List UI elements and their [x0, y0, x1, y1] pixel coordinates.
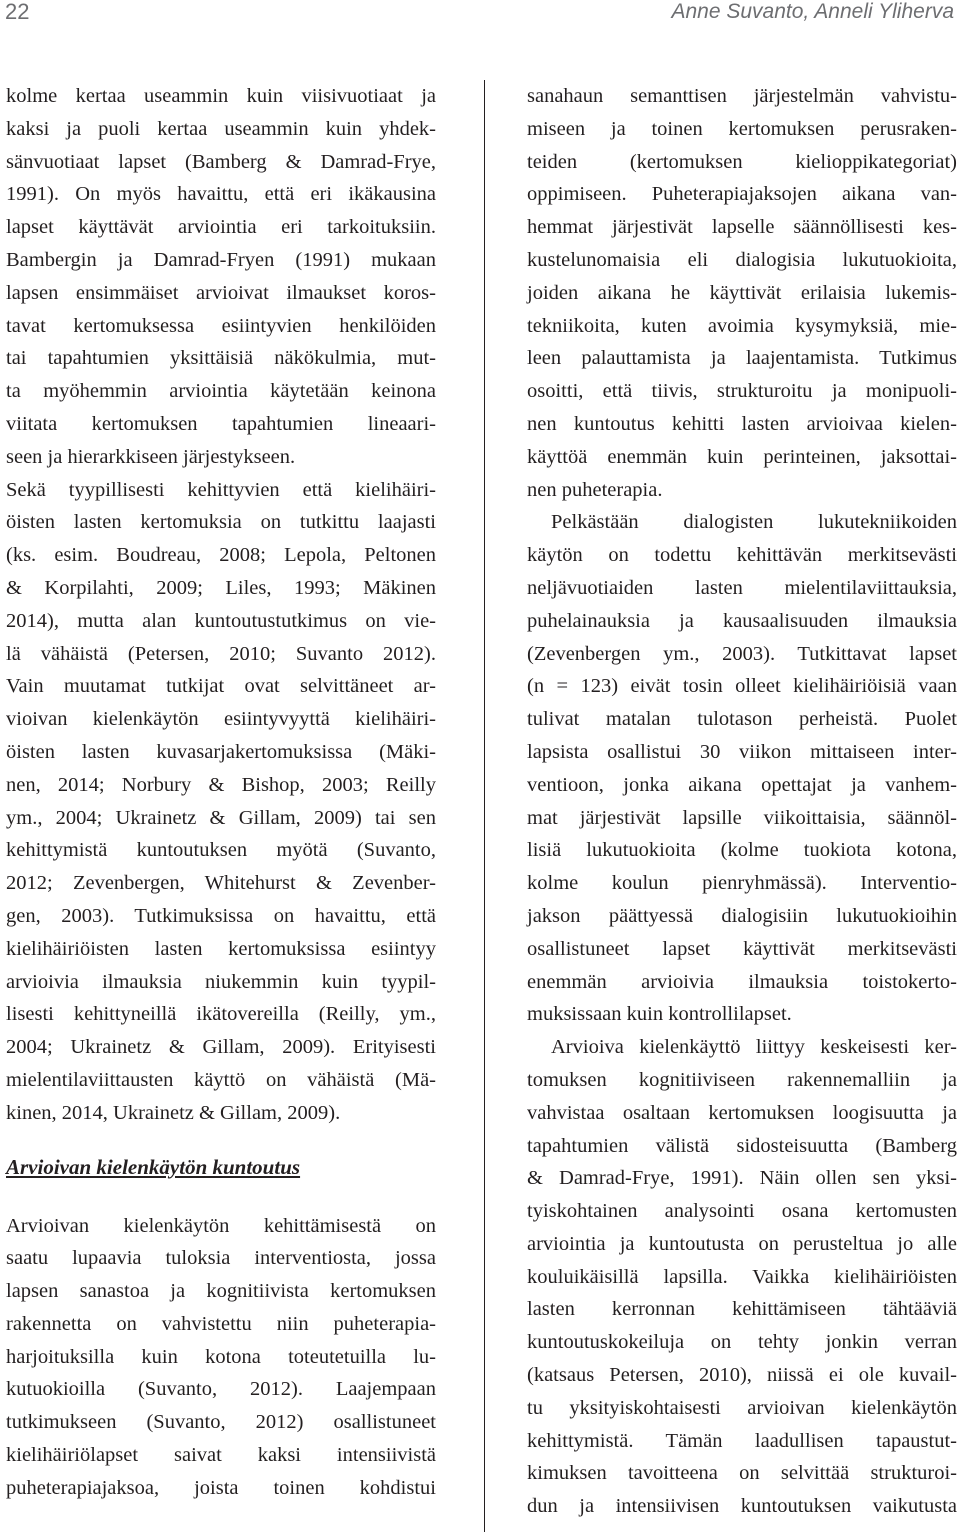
text-line: kouluikäisillä lapsilla. Vaikka kielihäiriöisten	[527, 1265, 957, 1288]
text-line: osoitti, että tiivis, strukturoitu ja monipuoli-	[527, 380, 957, 403]
text-line: tavat kertomuksessa esiintyvien henkilöiden	[6, 314, 436, 337]
text-line: oppimiseen. Puheterapiajaksojen aikana van-	[527, 183, 957, 206]
text-line: 2004; Ukrainetz & Gillam, 2009). Erityisesti	[6, 1036, 436, 1059]
text-line: ventioon, jonka aikana opettajat ja vanhem-	[527, 773, 957, 796]
text-line: Sekä tyypillisesti kehittyvien että kielihäiri-	[6, 478, 436, 501]
text-line: mielentilaviittausten käyttö on vähäistä (Mä-	[6, 1068, 436, 1091]
text-line: Bambergin ja Damrad-Fryen (1991) mukaan	[6, 248, 436, 271]
text-line: nen, 2014; Norbury & Bishop, 2003; Reilly	[6, 773, 436, 796]
text-line: viitata kertomuksen tapahtumien lineaari-	[6, 412, 436, 435]
text-line: saatu lupaavia tuloksia interventiosta, jossa	[6, 1247, 436, 1270]
text-line: kinen, 2014, Ukrainetz & Gillam, 2009).	[6, 1101, 341, 1124]
text-line: käytön on todettu kehittävän merkitsevästi	[527, 544, 957, 567]
right-column	[527, 80, 957, 1523]
text-line: mat järjestivät lapsille viikoittaisia, säännöl-	[527, 806, 957, 829]
text-line: kustelunomaisia eli dialogisia lukutuokioita,	[527, 248, 957, 271]
text-line: dun ja intensiivisen kuntoutuksen vaikutusta	[527, 1495, 957, 1518]
text-line: vioivan kielenkäytön esiintyvyyttä kielihäiri-	[6, 708, 436, 731]
text-line: lapsen sanastoa ja kognitiivista kertomuksen	[6, 1280, 436, 1303]
text-line: kutuokioilla (Suvanto, 2012). Laajempaan	[6, 1378, 436, 1401]
text-line: tulivat matalan tulotason perheistä. Puolet	[527, 708, 957, 731]
text-line: kolme koulun pienryhmässä). Interventio-	[527, 872, 957, 895]
text-line: seen ja hierarkkiseen järjestykseen.	[6, 445, 296, 468]
text-line: (Zevenbergen ym., 2003). Tutkittavat lapset	[527, 642, 957, 665]
text-line: tekniikoita, kuten avoimia kysymyksiä, mie-	[527, 314, 957, 337]
text-line: lisiä lukutuokioita (kolme tuokiota kotona,	[527, 839, 957, 862]
text-line: & Korpilahti, 2009; Liles, 1993; Mäkinen	[6, 576, 436, 599]
text-line: lapsista osallistui 30 viikon mittaiseen inter-	[527, 740, 957, 763]
text-line: miseen ja toinen kertomuksen perusraken-	[527, 117, 957, 140]
text-line: enemmän arvioivia ilmauksia toistokerto-	[527, 970, 957, 993]
text-line: jakson päättyessä dialogisiin lukutuokioihin	[527, 904, 957, 927]
text-line: tomuksen kognitiiviseen rakennemalliin ja	[527, 1068, 957, 1091]
text-line: rakennetta on vahvistettu niin puheterapia-	[6, 1312, 436, 1335]
text-line: Arvioivan kielenkäytön kehittämisestä on	[6, 1214, 436, 1237]
text-line: ym., 2004; Ukrainetz & Gillam, 2009) tai sen	[6, 806, 436, 829]
text-line: hemmat järjestivät lapselle säännöllisesti kes-	[527, 216, 957, 239]
text-line: Arvioiva kielenkäyttö liittyy keskeisesti ker-	[551, 1036, 957, 1059]
text-line: (n = 123) eivät tosin olleet kielihäiriöisiä vaan	[527, 675, 957, 698]
text-line: nen puheterapia.	[527, 478, 663, 501]
text-line: lä vähäistä (Petersen, 2010; Suvanto 2012).	[6, 642, 436, 665]
text-line: harjoituksilla kuin kotona toteutetuilla lu-	[6, 1345, 436, 1368]
section-heading: Arvioivan kielenkäytön kuntoutus	[6, 1154, 301, 1179]
text-line: & Damrad-Frye, 1991). Näin ollen sen yksi-	[527, 1167, 957, 1190]
text-line: lapset käyttävät arviointia eri tarkoituksiin.	[6, 216, 436, 239]
text-line: (katsaus Petersen, 2010), niissä ei ole kuvail-	[527, 1364, 957, 1387]
text-line: muksissaan kuin kontrollilapset.	[527, 1003, 792, 1026]
text-line: sänvuotiaat lapset (Bamberg & Damrad-Frye,	[6, 150, 436, 173]
text-line: sanahaun semanttisen järjestelmän vahvistu-	[527, 85, 957, 107]
text-line: (ks. esim. Boudreau, 2008; Lepola, Peltonen	[6, 544, 436, 567]
text-line: öisten lasten kertomuksia on tutkittu laajasti	[6, 511, 436, 534]
text-line: teiden (kertomuksen kielioppikategoriat)	[527, 150, 957, 173]
text-line: tutkimukseen (Suvanto, 2012) osallistuneet	[6, 1411, 436, 1434]
text-line: kehittymistä. Tämän laadullisen tapaustut-	[527, 1429, 957, 1452]
column-divider	[484, 80, 485, 1532]
text-line: osallistuneet lapset käyttivät merkitsevästi	[527, 937, 957, 960]
text-line: kuntoutuskokeiluja on tehty jonkin verran	[527, 1331, 957, 1354]
text-line: gen, 2003). Tutkimuksissa on havaittu, että	[6, 904, 436, 927]
text-line: kolme kertaa useammin kuin viisivuotiaat ja	[6, 85, 436, 107]
text-line: kehittymistä kuntoutuksen myötä (Suvanto,	[6, 839, 436, 862]
text-line: puheterapiajaksoa, joista toinen kohdistui	[6, 1476, 436, 1499]
text-line: tapahtumien välistä sidosteisuutta (Bamberg	[527, 1134, 957, 1157]
text-line: arvioivia ilmauksia niukemmin kuin tyypil-	[6, 970, 436, 993]
text-line: ta myöhemmin arviointia käytetään keinona	[6, 380, 436, 403]
text-line: 1991). On myös havaittu, että eri ikäkausina	[6, 183, 436, 206]
text-line: kielihäiriölapset saivat kaksi intensiivistä	[6, 1444, 436, 1467]
text-line: Pelkästään dialogisten lukutekniikoiden	[551, 511, 957, 534]
text-line: vahvistaa osaltaan kertomuksen loogisuutta ja	[527, 1101, 957, 1124]
text-line: lisesti kehittyneillä ikätovereilla (Reilly, ym.,	[6, 1003, 436, 1026]
text-line: tu yksityiskohtaisesti arvioivan kielenkäytön	[527, 1396, 957, 1419]
text-line: tai tapahtumien yksittäisiä näkökulmia, mut-	[6, 347, 436, 370]
text-line: kielihäiriöisten lasten kertomuksissa esiintyy	[6, 937, 436, 960]
text-line: kaksi ja puoli kertaa useammin kuin yhdek-	[6, 117, 436, 140]
page-number: 22	[5, 0, 30, 24]
text-line: Vain muutamat tutkijat ovat selvittäneet ar-	[6, 675, 436, 698]
text-line: 2012; Zevenbergen, Whitehurst & Zevenber-	[6, 872, 436, 895]
text-line: lasten kerronnan kehittämiseen tähtääviä	[527, 1298, 957, 1321]
text-line: öisten lasten kuvasarjakertomuksissa (Mäki-	[6, 740, 436, 763]
text-line: kimuksen tavoitteena on selvittää strukturoi-	[527, 1462, 957, 1485]
text-line: puhelainauksia ja kausaalisuuden ilmauksia	[527, 609, 957, 632]
text-line: joiden aikana he käyttivät erilaisia lukemis-	[527, 281, 957, 304]
text-line: arviointia ja kuntoutusta on perusteltua jo alle	[527, 1232, 957, 1255]
text-line: leen palauttamista ja laajentamista. Tutkimus	[527, 347, 957, 370]
running-head-authors: Anne Suvanto, Anneli Yliherva	[671, 0, 954, 23]
text-line: neljävuotiaiden lasten mielentilaviittauksia,	[527, 576, 957, 599]
text-line: tyiskohtainen analysointi osana kertomusten	[527, 1200, 957, 1223]
text-line: lapsen ensimmäiset arvioivat ilmaukset koros-	[6, 281, 436, 304]
text-line: käyttöä enemmän kuin perinteinen, jaksottai-	[527, 445, 957, 468]
text-line: 2014), mutta alan kuntoutustutkimus on vie-	[6, 609, 436, 632]
left-column	[6, 80, 436, 1505]
text-line: nen kuntoutus kehitti lasten arvioivaa kielen-	[527, 412, 957, 435]
